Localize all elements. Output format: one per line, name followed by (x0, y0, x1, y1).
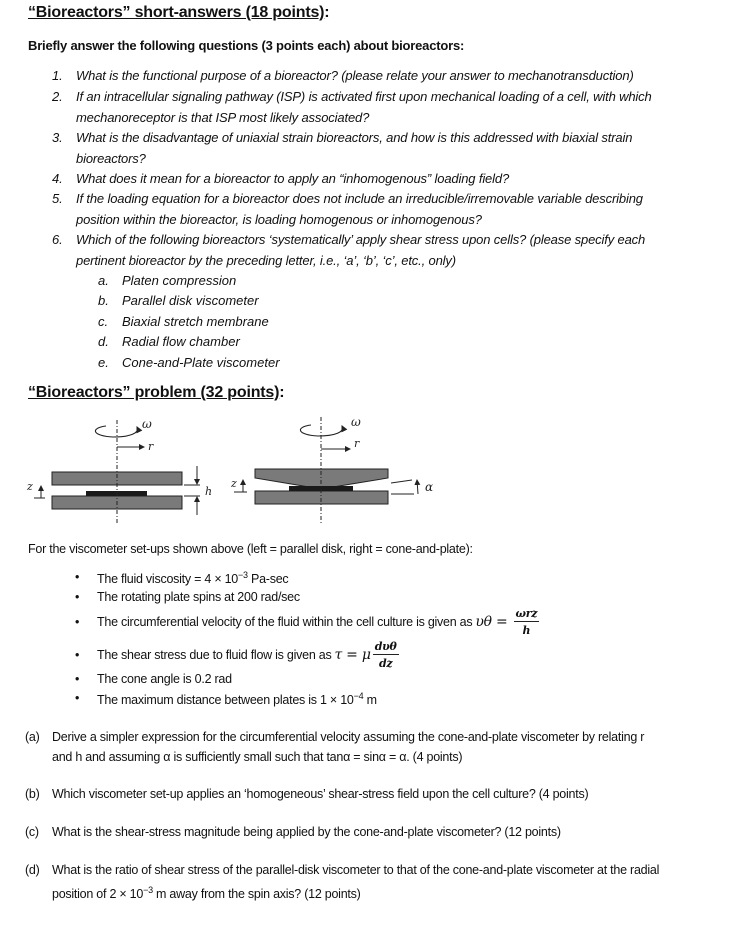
bullet-velocity (75, 604, 695, 640)
option-c (98, 312, 398, 333)
numerator: ωrz (515, 607, 538, 620)
setup-description: For the viscometer set-ups shown above (left = parallel disk, right = cone-and-plate): (28, 542, 473, 556)
question-text: What does it mean for a bioreactor to apply an “inhomogenous” loading field? (76, 171, 510, 186)
cone-and-plate-diagram (230, 415, 433, 525)
z-label: z (27, 480, 33, 493)
distance-exponent: −4 (353, 691, 364, 701)
option-d (98, 332, 398, 353)
part-text: What is the shear-stress magnitude being applied by the cone-and-plate viscometer? (12 points) (52, 825, 561, 839)
bullet-shear (75, 639, 695, 675)
option-label: Biaxial stretch membrane (122, 314, 269, 329)
z-label: z (231, 477, 237, 490)
question-number: 4. (52, 171, 63, 186)
part-b (25, 784, 735, 804)
option-letter: e. (98, 355, 109, 370)
heading-text: “Bioreactors” short-answers (18 points) (28, 4, 325, 21)
question-text: If an intracellular signaling pathway (ISP) is activated first upon mechanical loading of a cell, with which (76, 89, 652, 104)
question-4 (52, 169, 732, 189)
alpha-label: α (425, 480, 434, 494)
part-text: What is the ratio of shear stress of the parallel-disk viscometer to that of the cone-and-plate viscometer at the radial (52, 863, 660, 877)
viscosity-exponent: −3 (238, 570, 248, 580)
numerator: dυθ (374, 640, 397, 653)
question-text: What is the functional purpose of a bioreactor? (please relate your answer to mechanotransduction) (76, 68, 634, 83)
section-heading-problem (28, 384, 284, 402)
question-text-cont: mechanoreceptor is that ISP most likely associated? (76, 109, 370, 125)
r-label: r (148, 440, 154, 453)
h-label: h (205, 485, 213, 498)
part-label: (d) (25, 863, 40, 877)
parallel-disk-diagram (26, 417, 212, 525)
question-2 (52, 87, 732, 128)
option-letter: b. (98, 293, 109, 308)
section-heading-short-answers (28, 4, 329, 22)
option-label: Cone-and-Plate viscometer (122, 355, 280, 370)
question-text: If the loading equation for a bioreactor does not include an irreducible/irremovable variable describing (76, 191, 643, 206)
part-a (25, 727, 735, 767)
question-text: Which of the following bioreactors ‘systematically’ apply shear stress upon cells? (please specify each (76, 232, 646, 247)
option-e (98, 353, 398, 374)
part-d (25, 860, 735, 900)
shear-lhs: τ = μ (334, 647, 371, 663)
bullet-dot-icon: • (75, 570, 80, 584)
rotation-arrow-icon (95, 426, 137, 437)
viscosity-text: The fluid viscosity = 4 × 10 (97, 572, 238, 587)
omega-label: ω (142, 417, 152, 431)
denominator: h (522, 624, 531, 637)
position-exponent: −3 (143, 885, 153, 895)
question-5 (52, 189, 732, 230)
option-letter: a. (98, 273, 109, 288)
question-number: 1. (52, 68, 63, 83)
r-label: r (354, 437, 360, 450)
question-number: 5. (52, 191, 63, 206)
shear-text: The shear stress due to fluid flow is given as (97, 648, 332, 662)
option-label: Platen compression (122, 273, 237, 288)
heading-colon: : (324, 4, 330, 21)
distance-unit: m (363, 693, 377, 708)
question-text-cont: pertinent bioreactor by the preceding letter, i.e., ‘a’, ‘b’, ‘c’, etc., only) (76, 252, 456, 268)
part-label: (b) (25, 787, 40, 801)
option-label: Radial flow chamber (122, 334, 240, 349)
bullet-dot-icon: • (75, 691, 80, 705)
heading-text: “Bioreactors” problem (32 points) (28, 384, 280, 401)
velocity-fraction (514, 607, 540, 637)
omega-label: ω (351, 415, 361, 429)
bullet-viscosity (75, 570, 675, 588)
part-text-cont (52, 880, 736, 904)
question-number: 3. (52, 130, 63, 145)
bullet-dot-icon: • (75, 615, 80, 629)
velocity-lhs: υθ = (475, 614, 508, 630)
option-b (98, 291, 398, 312)
part-text-cont: and h and assuming α is sufficiently small such that tanα = sinα = α. (4 points) (52, 750, 463, 764)
bullet-dot-icon: • (75, 590, 80, 604)
question-text-cont: bioreactors? (76, 150, 146, 166)
question-1 (52, 66, 732, 86)
denominator: dz (378, 657, 393, 670)
part-label: (c) (25, 825, 39, 839)
bullet-dot-icon: • (75, 672, 80, 686)
bullet-dot-icon: • (75, 648, 80, 662)
question-number: 2. (52, 89, 63, 104)
cone-angle-text: The cone angle is 0.2 rad (97, 672, 232, 686)
alpha-arrow-icon (417, 480, 418, 494)
position-suffix: m away from the spin axis? (12 points) (152, 887, 361, 902)
question-number: 6. (52, 232, 63, 247)
part-text: Derive a simpler expression for the circumferential velocity assuming the cone-and-plate viscometer by relating r (52, 730, 645, 744)
viscometer-diagrams (0, 405, 480, 535)
bullet-distance (75, 691, 675, 709)
velocity-text: The circumferential velocity of the fluid within the cell culture is given as (97, 615, 473, 629)
option-letter: c. (98, 314, 109, 329)
part-c (25, 822, 735, 842)
option-label: Parallel disk viscometer (122, 293, 259, 308)
distance-text: The maximum distance between plates is 1 × 10 (97, 693, 354, 708)
part-text: Which viscometer set-up applies an ‘homogeneous’ shear-stress field upon the cell culture? (4 points) (52, 787, 589, 801)
spin-text: The rotating plate spins at 200 rad/sec (97, 590, 300, 604)
viscosity-unit: Pa-sec (247, 572, 289, 587)
bullet-cone-angle (75, 672, 675, 690)
shear-fraction (373, 640, 399, 670)
option-letter: d. (98, 334, 109, 349)
question-3 (52, 128, 732, 169)
option-a (98, 271, 398, 292)
part-label: (a) (25, 730, 40, 744)
question-text: What is the disadvantage of uniaxial strain bioreactors, and how is this addressed with biaxial strain (76, 130, 633, 145)
position-text: position of 2 × 10 (52, 887, 144, 902)
heading-colon: : (279, 384, 285, 401)
question-text-cont: position within the bioreactor, is loading homogenous or inhomogenous? (76, 211, 482, 227)
question-6 (52, 230, 732, 271)
instructions: Briefly answer the following questions (3 points each) about bioreactors: (28, 38, 465, 53)
